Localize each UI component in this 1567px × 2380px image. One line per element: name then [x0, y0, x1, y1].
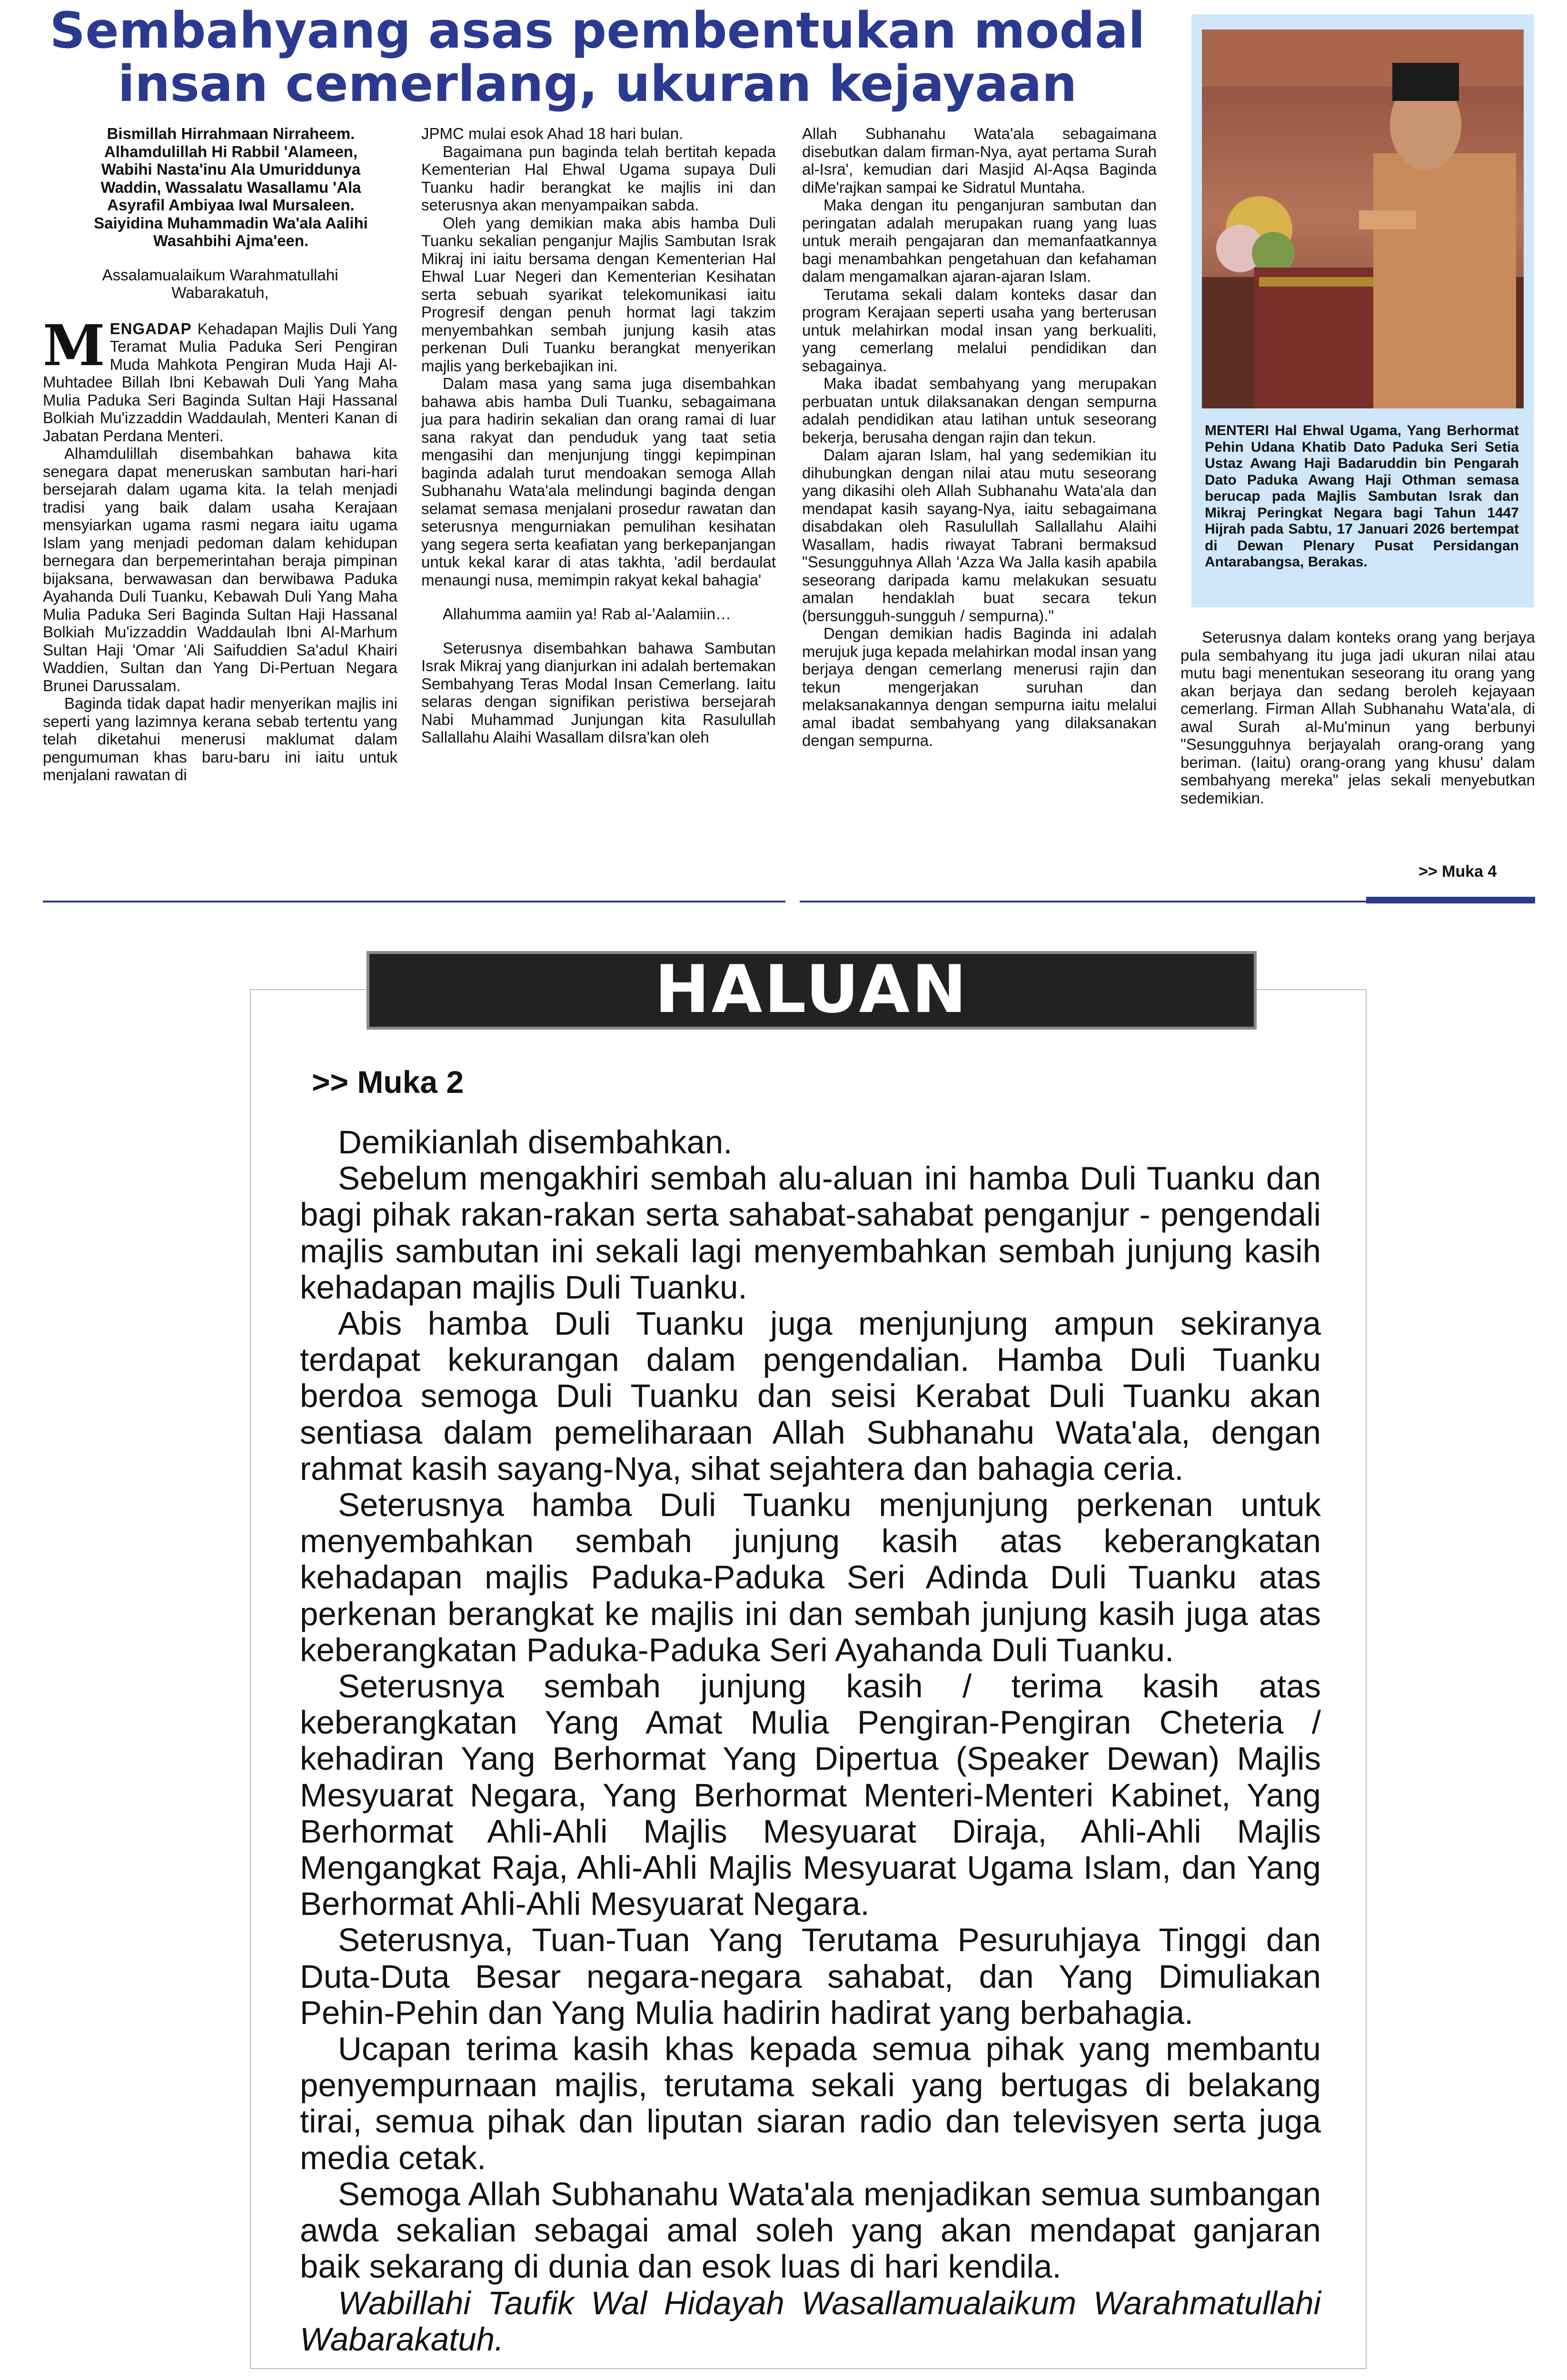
headline-line-2: insan cemerlang, ukuran kejayaan [118, 55, 1077, 113]
lead-paragraph [43, 312, 397, 445]
jump-to-page[interactable]: >> Muka 4 [1418, 863, 1497, 881]
opening-line: Wasahbihi Ajma'een. [153, 232, 309, 249]
closing-salutation: Wabillahi Taufik Wal Hidayah Wasallamualaikum Warahmatullahi Wabarakatuh. [300, 2284, 1321, 2358]
section-divider-accent [1366, 897, 1535, 903]
body-paragraph: Bagaimana pun baginda telah bertitah kepada Kementerian Hal Ehwal Ugama supaya Duli Tuanku hadir berangkat ke majlis ini dan seterusnya akan menyampaikan sabda. [421, 142, 776, 214]
headline-line-1: Sembahyang asas pembentukan modal [50, 1, 1145, 60]
body-paragraph: Maka dengan itu penganjuran sambutan dan peringatan adalah merupakan ruang yang luas untuk meraih pengajaran dan memanfaatkannya bagi menambahkan pengetahuan dan kefahaman dalam mengamalkan ajaran-ajaran Islam. [802, 196, 1157, 285]
body-paragraph: Allah Subhanahu Wata'ala sebagaimana disebutkan dalam firman-Nya, ayat pertama Surah al-Isra', kemudian dari Masjid Al-Aqsa Baginda diMe'rajkan sampai ke Sidratul Muntaha. [802, 125, 1157, 196]
photo-caption: MENTERI Hal Ehwal Ugama, Yang Berhormat Pehin Udana Khatib Dato Paduka Seri Setia Ustaz Awang Haji Badaruddin bin Pengarah Dato Paduka Awang Haji Othman semasa berucap pada Majlis Sambutan Israk dan Mikraj Peringkat Negara bagi Tahun 1447 Hijrah pada Sabtu, 17 Januari 2026 bertempat di Dewan Plenary Pusat Persidangan Antarabangsa, Berakas. [1205, 423, 1519, 570]
body-paragraph: Terutama sekali dalam konteks dasar dan program Kerajaan seperti usaha yang berterusan untuk melahirkan modal insan yang berkualiti, yang cemerlang melalui pendidikan dan sebagainya. [802, 285, 1157, 375]
body-paragraph: Baginda tidak dapat hadir menyerikan majlis ini seperti yang lazimnya kerana sebab tertentu yang telah diketahui menerusi maklumat dalam pengumuman khas baru-baru ini iaitu untuk menjalani rawatan di [43, 694, 397, 783]
body-paragraph: Allahumma aamiin ya! Rab al-'Aalamiin… [443, 605, 732, 623]
body-paragraph: Alhamdulillah disembahkan bahawa kita senegara dapat meneruskan sambutan hari-hari bersejarah dalam ugama kita. Ia telah menjadi tradisi yang baik dalam usaha Kerajaan mensyiarkan ugama rasmi negara iaitu ugama Islam yang menjadi pedoman dalam kehidupan bernegara dan berpemerintahan beraja pimpinan bijaksana, berwawasan dan berwibawa Paduka Ayahanda Duli Tuanku, Kebawah Duli Yang Maha Mulia Paduka Seri Baginda Sultan Haji Hassanal Bolkiah Mu'izzaddin Waddaulah Ibni Al-Marhum Sultan Haji 'Omar 'Ali Saifuddien Sa'adul Khairi Waddien, Sultan dan Yang Di-Pertuan Negara Brunei Darussalam. [43, 445, 397, 694]
minister-photo [1202, 30, 1524, 408]
divider-gap [785, 897, 800, 906]
opening-invocation [43, 125, 397, 250]
jump-from-page[interactable]: >> Muka 2 [312, 1064, 464, 1100]
opening-line: Asyrafil Ambiyaa Iwal Mursaleen. [107, 196, 355, 214]
body-paragraph: Abis hamba Duli Tuanku juga menjunjung ampun sekiranya terdapat kekurangan dalam pengendalian. Hamba Duli Tuanku berdoa semoga Duli Tuanku dan seisi Kerabat Duli Tuanku akan sentiasa dalam pemeliharaan Allah Subhanahu Wata'ala, dengan rahmat kasih sayang-Nya, sihat sejahtera dan bahagia ceria. [300, 1305, 1321, 1487]
lead-paragraph-text: Kehadapan Majlis Duli Yang Teramat Mulia Paduka Seri Pengiran Muda Mahkota Pengiran Muda Haji Al-Muhtadee Billah Ibni Kebawah Duli Yang Maha Mulia Paduka Seri Baginda Sultan Haji Hassanal Bolkiah Mu'izzaddin Waddaulah, Menteri Kanan di Jabatan Perdana Menteri. [43, 319, 397, 445]
article-column-4 [1180, 628, 1535, 807]
continuation-body [300, 1124, 1321, 2358]
body-paragraph: JPMC mulai esok Ahad 18 hari bulan. [421, 125, 684, 142]
article-headline [33, 1, 1161, 113]
opening-line: Wabihi Nasta'inu Ala Umuriddunya [101, 160, 361, 178]
salam-line: Assalamualaikum Warahmatullahi [102, 266, 338, 284]
body-paragraph: Dalam masa yang sama juga disembahkan bahawa abis hamba Duli Tuanku, sebagaimana jua para hadirin sekalian dan orang ramai di luar sana rakyat dan penduduk yang taat setia mengasihi dan menjunjung tinggi kepimpinan baginda adalah turut mendoakan semoga Allah Subhanahu Wata'ala melindungi baginda dengan selamat semasa menjalani prosedur rawatan dan seterusnya mengurniakan pemulihan kesihatan yang segera serta keafiatan yang berkepanjangan untuk kekal karar di atas takhta, 'adil berdaulat menaungi nusa, memimpin rakyat kekal bahagia' [421, 375, 776, 589]
article-column-2 [421, 125, 776, 746]
lead-word: ENGADAP [109, 319, 192, 337]
salam-line: Wabarakatuh, [171, 284, 269, 301]
opening-line: Bismillah Hirrahmaan Nirraheem. [107, 125, 355, 142]
body-paragraph: Seterusnya disembahkan bahawa Sambutan Israk Mikraj yang dianjurkan ini adalah bertemakan Sembahyang Teras Modal Insan Cemerlang. Iaitu selaras dengan signifikan peristiwa bersejarah Nabi Muhammad Junjungan kita Rasulullah Sallallahu Alaihi Wasallam diIsra'kan oleh [421, 639, 776, 746]
body-paragraph: Dalam ajaran Islam, hal yang sedemikian itu dihubungkan dengan nilai atau mutu seseorang yang dikasihi oleh Allah Subhanahu Wata'ala dan mendapat kasih sayang-Nya, iaitu sebagaimana disabdakan oleh Rasulullah Sallallahu Alaihi Wasallam, hadis riwayat Tabrani bermaksud "Sesungguhnya Allah 'Azza Wa Jalla kasih apabila seseorang daripada kamu melakukan sesuatu amalan hendaklah buat secara tekun (bersungguh-sungguh / sempurna)." [802, 446, 1157, 625]
opening-line: Alhamdulillah Hi Rabbil 'Alameen, [104, 142, 358, 160]
body-paragraph: Oleh yang demikian maka abis hamba Duli Tuanku sekalian penganjur Majlis Sambutan Israk Mikraj ini iaitu bersama dengan Kementerian Hal Ehwal Luar Negeri dan Kementerian Kesihatan serta sebuah syarikat telekomunikasi iaitu Progresif dengan penuh hormat lagi takzim menyembahkan sembah junjung kasih atas perkenan Duli Tuanku berangkat menyerikan majlis yang berkebajikan ini. [421, 214, 776, 375]
article-column-1 [43, 125, 397, 784]
salam-greeting [43, 266, 397, 302]
body-paragraph: Semoga Allah Subhanahu Wata'ala menjadikan semua sumbangan awda sekalian sebagai amal soleh yang akan mendapat ganjaran baik sekarang di dunia dan esok luas di hari kendila. [300, 2175, 1321, 2285]
body-paragraph: Seterusnya, Tuan-Tuan Yang Terutama Pesuruhjaya Tinggi dan Duta-Duta Besar negara-negara sahabat, dan Yang Dimuliakan Pehin-Pehin dan Yang Mulia hadirin hadirat yang berbahagia. [300, 1922, 1321, 2031]
opening-line: Saiyidina Muhammadin Wa'ala Aalihi [94, 214, 368, 232]
section-divider [43, 901, 1366, 902]
body-paragraph: Ucapan terima kasih khas kepada semua pihak yang membantu penyempurnaan majlis, terutama sekali yang bertugas di belakang tirai, semua pihak dan liputan siaran radio dan televisyen serta juga media cetak. [300, 2031, 1321, 2176]
drop-cap: M [43, 312, 105, 378]
body-paragraph: Maka ibadat sembahyang yang merupakan perbuatan untuk dilaksanakan dengan sempurna adalah pendidikan atau latihan untuk seseorang bekerja, berusaha dengan rajin dan tekun. [802, 375, 1157, 446]
body-paragraph: Demikianlah disembahkan. [338, 1124, 733, 1160]
photo-sidebar [1191, 14, 1534, 607]
section-banner [367, 951, 1257, 1030]
body-paragraph: Seterusnya dalam konteks orang yang berjaya pula sembahyang itu juga jadi ukuran nilai atau mutu bagi menentukan seseorang itu orang yang akan berjaya dan sedang beroleh kejayaan cemerlang. Firman Allah Subhanahu Wata'ala, di awal Surah al-Mu'minun yang berbunyi "Sesungguhnya berjayalah orang-orang yang beriman. (Iaitu) orang-orang yang khusu' dalam sembahyang mereka" jelas sekali menyebutkan sedemikian. [1180, 628, 1535, 807]
body-paragraph: Dengan demikian hadis Baginda ini adalah merujuk juga kepada melahirkan modal insan yang berjaya dengan cemerlang menerusi rajin dan tekun mengerjakan suruhan dan melaksanakannya dengan sempurna iaitu melalui amal ibadat sembahyang yang dilaksanakan dengan sempurna. [802, 625, 1157, 749]
banner-title: HALUAN [655, 951, 969, 1028]
opening-line: Waddin, Wassalatu Wasallamu 'Ala [100, 178, 361, 196]
body-paragraph: Seterusnya sembah junjung kasih / terima kasih atas keberangkatan Yang Amat Mulia Pengiran-Pengiran Cheteria / kehadiran Yang Berhormat Yang Dipertua (Speaker Dewan) Majlis Mesyuarat Negara, Yang Berhormat Menteri-Menteri Kabinet, Yang Berhormat Ahli-Ahli Majlis Mesyuarat Diraja, Ahli-Ahli Majlis Mengangkat Raja, Ahli-Ahli Majlis Mesyuarat Ugama Islam, dan Yang Berhormat Ahli-Ahli Mesyuarat Negara. [300, 1668, 1321, 1923]
article-column-3 [802, 125, 1157, 750]
body-paragraph: Sebelum mengakhiri sembah alu-aluan ini hamba Duli Tuanku dan bagi pihak rakan-rakan serta sahabat-sahabat penganjur - pengendali majlis sambutan ini sekali lagi menyembahkan sembah junjung kasih kehadapan majlis Duli Tuanku. [300, 1160, 1321, 1306]
body-paragraph: Seterusnya hamba Duli Tuanku menjunjung perkenan untuk menyembahkan sembah junjung kasih atas keberangkatan kehadapan majlis Paduka-Paduka Seri Adinda Duli Tuanku atas perkenan berangkat ke majlis ini dan sembah junjung kasih juga atas keberangkatan Paduka-Paduka Seri Ayahanda Duli Tuanku. [300, 1487, 1321, 1668]
